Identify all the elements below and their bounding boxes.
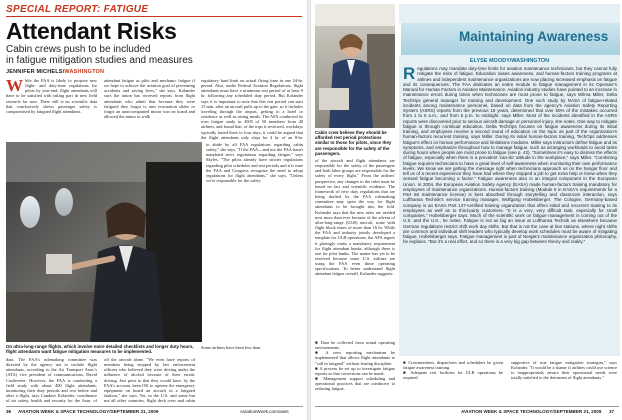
drop-cap: W (6, 78, 23, 95)
sidebar-banner (399, 23, 620, 55)
left-column-3 (201, 78, 303, 140)
right-column-3-bottom (511, 360, 617, 404)
column-text: regulatory hard limit on actual flying time in one 24-hr. period. Also, under Federal Aviation Regulations, flight attendants must have a minimum rest period of at least 9 hr. following any scheduled duty period. But Kolander says it is important to note that this rest period can start 15 min. after an aircraft pulls up to the gate, so it includes traveling through the airport, getting to a hotel or residence as well as eating meals. The AFA conducted its own fatigue study in 2005 of 50 members from 40 airlines, and found that, of the trips it reviewed, workdays typically lasted three to four days, it could be argued that the flight attendants only slept for 4 hr. of an 8-hr. (201, 78, 303, 140)
bullet-item: ■ A process be set up to investigate fatigue reports so that corrections can be made. (315, 365, 395, 376)
article-deck: Cabin crews push to be included in fatigue mitigation studies and measures (6, 44, 193, 66)
right-bullets-1 (315, 340, 395, 404)
article-byline: JENNIFER MICHELS/WASHINGTON (6, 69, 105, 75)
sidebar-drop-cap: R (403, 66, 416, 83)
left-column-2 (104, 78, 195, 138)
kicker-rule (6, 16, 302, 17)
column-text: egulations may mandate duty-time limits for aviation maintenance technicians, but they cannot fully mitigate the risks of fatigue. Education raises awareness, and human-factors training programs at airlines and independent maintenance organizations are now placing increased emphasis on fatigue and its consequences. The FAA dedicates an entire module to fatigue management in its Operator's Manual for Human Factors in Aviation Maintenance. Aviation industry studies have pointed to an increase in maintenance errors during times when technicians are most prone to fatigue, says Wilma Miller, Delta TechOps general manager for training and development. One such study by NASA of fatigue-related incidents among maintenance personnel, based on data from the agency's Aviation Safety Reporting System (ASRS) reports from the previous 18 years, determined that over 50% of the mistakes occurred from 1 to 6 a.m., and from 6 p.m. to midnight, says Miller. Most of the incidents identified in the ASRS reports were discovered prior to serious aircraft damage or personnel injury, she notes. One way to mitigate fatigue is through continual education. Delta TechOps focuses on fatigue awareness during its initial training, and employees receive a second round of education on the topic as part of the organization's human-factors recurrent training, says Miller. During its initial human-factors training, TechOps addresses fatigue's effect on human performance and limitations modules. Miller says instructors define fatigue and its symptoms, and emphasize throughout how to manage fatigue, such as arranging workloads to avoid tasks during hours when people are most prone to fatigue (see p. 42). "Sometimes it's easy to dismiss the effects of fatigue, especially when there is a prevalent 'can-do' attitude in the workplace," says Miller. "Combining fatigue requires technicians to have a great level of self-awareness when monitoring their own performance levels. We know we are getting the message right when technicians approach us on the hangar floor and tell us of a recent experience they have had where they stopped a job to get extra help or knew when they sensed fatigue becoming a factor." Fatigue awareness also is an integral component in the European Union. In 2004, the European Aviation Safety Agency (EASA) made human-factors training mandatory for employees of maintenance organizations. Human-factors training (Module 9 in EASA's requirements for a Part 66 maintenance license) is best absorbed through storytelling and classroom interaction, says Lufthansa Technik's service training manager, Wolfgang Hobelsberger. The Cologne, Germany-based company is an EASA Part 147-certified training organization that offers initial and recurrent training to its employees as well as to third-party customers. "It is a very, very difficult task, especially for small companies," Hobelsberger says. Much of the scientific work on fatigue management is coming out of the U.S. and the U.K., he notes. Fatigue is not as big an issue at Lufthansa Technik as elsewhere because German regulations restrict shift work day shifts. But that is not the case at line stations, where night shifts are common and individual shift leaders who typically develop work schedules must be aware of mitigating fatigue, Hobelsberger says. Fatigue management is part of Nesjak's maintenance organization philosophy, he explains. "But it's a real effort, and so there is a very big gap between theory and reality." (403, 66, 617, 245)
sidebar-byline: ELYSE MOODY/WASHINGTON (469, 58, 550, 64)
bullet-item: ■ A crew reporting mechanism be implemented that allows flight attendants to "call in fatigued" without fearing discipline. (315, 350, 395, 366)
column-text: of the aircraft and flight attendants are responsible for the safety of the passengers and both labor groups are responsible for the safety of every flight." From the airlines' perspective, any changes to the rules must be based on fact and scientific evidence. The framework of new duty regulations that are being drafted by the FAA rulemaking committee may open the way for flight attendants to be brought into the fold. Kolander says that the new rules are needed now more than ever because of the advent of ultra-long-range (ULR) aircraft, some with flight block times of more than 16 hr. While the FAA and industry jointly developed a template for ULR operations, the AFA argues it glaringly omits a mandatory requirement for flight attendant bunks, although there is one for pilot bunks. The matter has yet to be resolved because some U.S. airlines are using the FAA even those operating specifications. To better understand flight attendant fatigue overall, Kolander suggests: (315, 158, 395, 277)
left-lower-column-2 (104, 357, 195, 404)
byline-name: JENNIFER MICHELS (6, 69, 63, 75)
left-column-3-lower (206, 142, 303, 342)
column-text: data. The FAA's rulemaking committee was directed by the agency not to include flight attendants, according to the Air Transport Assn.'s (ATA) vice president of communications, David Castleveter. However, the FAA is conducting a field study with about 400 flight attendants, monitoring their duty periods and rest before and after a flight, says Candace Kolander, coordinator of air safety, health and security for the Assn. of (6, 357, 97, 404)
article-headline: Attendant Risks (6, 18, 177, 44)
cabin-crew-photo (6, 142, 202, 342)
byline-location: WASHINGTON (64, 69, 105, 75)
page-number: 36 (6, 409, 12, 414)
column-text: hile the FAA is likely to propose new flight- and duty-time regulations for pilots by year-end, flight attendants will have to be satisfied with taking part in new field research for now. There still is no scientific data that conclusively shows passenger safety is compromised by fatigued flight attendants. (6, 78, 97, 114)
bullet-item: ■ Data be collected from actual operating environments. (315, 340, 395, 351)
folio-rule (6, 406, 303, 407)
bullet-item: ■ Adequate rest facilities for ULR operations be required. (403, 370, 503, 381)
crew-photo-illustration (315, 4, 395, 128)
column-text: off the aircraft alone. "We even have reports of members being stopped by law enforcement officers who believed they were driving under the influence of alcohol because of their erratic driving. Just prior to that they would have, by the FAA's account, been OK to operate the emergency equipment on board an aircraft in a fatigued fashion," she says. Yet, in the U.S. and some but not all other countries, flight deck crew and cabin (104, 357, 195, 404)
bullet-item: ■ Crewmembers, dispatchers and schedulers be given fatigue awareness training. (403, 360, 503, 371)
column-text: to abide by all FAA regulations regarding cabin safety," she says. "If the FAA—and not the FAA hasn't mandated strict regulations regarding fatigue," says Skyles. "The pilots already have stricter regulations regarding pilot schedules and rest periods and it is time the FAA and Congress recognize the need to adopt regulations for flight attendants," she says. "Unless we're responsible for the safety (206, 142, 303, 184)
right-bullets-2 (403, 360, 503, 404)
right-column-1 (315, 158, 395, 336)
website-folio: AviationWeek.com/awst (240, 409, 289, 414)
column-text: attendant fatigue as pilot and mechanic fatigue if we hope to achieve the aviation goal of preventing accidents and saving lives," she says. Kolander says the union has received reports from flight attendants who admit that because they were fatigued they forgot to arm evacuation slides or forgot an unaccompanied minor was on board and allowed the minor to walk (104, 78, 195, 120)
sidebar-title: Maintaining Awareness (459, 29, 609, 44)
left-lower-column-1 (6, 357, 97, 404)
folio-rule (315, 406, 619, 407)
photo-caption: On ultra-long-range flights, which involve more detailed checklists and longer duty hours, flight attendants want fatigue mitigation measures to be implemented. (6, 344, 194, 355)
page-number: 37 (609, 409, 615, 414)
cabin-crew-rest-photo (315, 4, 395, 128)
bullet-item: ■ Management support scheduling and operational practices that are conducive to reducing fatigue. (315, 376, 395, 392)
left-column-1 (6, 78, 97, 138)
right-page (311, 0, 622, 420)
rest-photo-caption: Cabin crew believe they should be afforded rest period protections similar to those for pilots, since they are responsible for the safety of the passengers. (315, 130, 392, 156)
sidebar-text (403, 66, 617, 354)
column-text: supportive of true fatigue mitigation strategies," says Kolander. "It would be a shame if airlines could use science to inappropriately ensure their operational needs were totally satisfied to the detriment of flight attendants." (511, 360, 617, 381)
publication-folio: AVIATION WEEK & SPACE TECHNOLOGY/SEPTEMBER 21, 2009 (18, 409, 159, 414)
left-lower-column-3 (201, 345, 303, 404)
left-page (0, 0, 307, 420)
publication-folio: AVIATION WEEK & SPACE TECHNOLOGY/SEPTEMBER 21, 2009 (461, 409, 602, 414)
cabin-photo-illustration (6, 142, 202, 342)
section-kicker: SPECIAL REPORT: FATIGUE (6, 4, 149, 15)
column-text: Some airlines have been less than (201, 345, 261, 350)
